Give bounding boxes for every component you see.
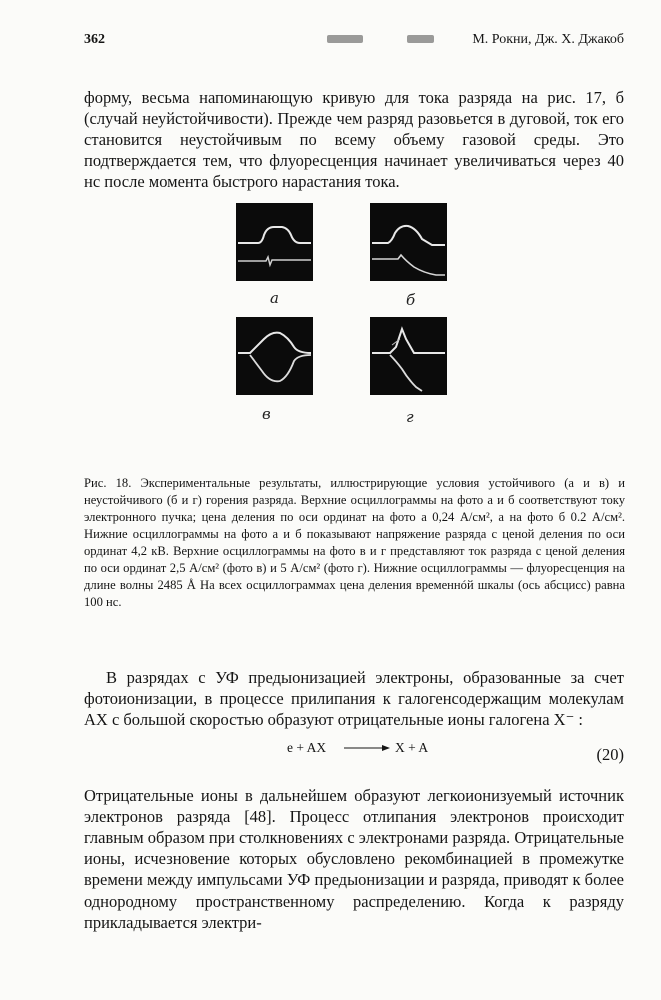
oscillogram-label-g: г <box>406 408 414 426</box>
equation-left-side: e + AX <box>287 740 327 755</box>
illegible-header-mark <box>407 35 434 43</box>
oscillogram-a-traces <box>236 203 313 281</box>
paragraph-negative-ions: Отрицательные ионы в дальнейшем образуют легкоионизуемый источник электронов разряда [48]. Процесс отлипания электронов происходит главным образом при столкновениях с электронами разряда. Отрицательные ионы, исчезновение которых обусловлено рекомбинацией в промежутке времени между импульсами УФ предыонизации и разряда, приводят к более однородному пространственному распределению. Когда к разряду прикладывается электри- <box>84 785 624 932</box>
oscillogram-label-a: а <box>270 289 279 307</box>
oscillogram-b <box>370 203 447 281</box>
page-header <box>84 32 624 54</box>
paragraph-uv-preionization: В разрядах с УФ предыонизацией электроны, образованные за счет фотоионизации, в процессе прилипания к галогенсодержащим молекулам АХ с большой скоростью образуют отрицательные ионы галогена Х⁻ : <box>84 667 624 729</box>
figure-18 <box>236 203 448 433</box>
equation-number: (20) <box>596 745 624 764</box>
equation-right-side: X + A <box>395 740 429 755</box>
oscillogram-label-v: в <box>262 405 271 423</box>
paragraph-top: форму, весьма напоминающую кривую для тока разряда на рис. 17, б (случай неуйстойчивости). Прежде чем разряд разовьется в дуговой, ток его становится неустойчивым по всему объему газовой среды. Это подтверждается тем, что флуоресценция начинает увеличиваться через 40 нс после момента быстрого нарастания тока. <box>84 87 624 192</box>
running-head-authors: М. Рокни, Дж. Х. Джакоб <box>472 32 624 47</box>
reaction-arrow-icon <box>342 742 392 754</box>
oscillogram-g-traces <box>370 317 447 395</box>
oscillogram-a <box>236 203 313 281</box>
figure-caption: Рис. 18. Экспериментальные результаты, иллюстрирующие условия устойчивого (а и в) и неустойчивого (б и г) горения разряда. Верхние осциллограммы на фото а и б соответствуют току электронного пучка; цена деления по оси ординат на фото а 0,24 А/см², а на фото б 0.2 А/см². Нижние осциллограммы на фото а и б показывают напряжение разряда с ценой деления по оси ординат 4,2 кВ. Верхние осциллограммы на фото в и г представляют ток разряда с ценой деления по оси ординат 2,5 А/см² (фото в) и 5 А/см² (фото г). Нижние осциллограммы — флуоресценция на длине волны 2485 Å На всех осциллограммах цена деления временнóй шкалы (ось абсцисс) равна 100 нс. <box>84 475 625 609</box>
oscillogram-g <box>370 317 447 395</box>
illegible-header-mark <box>327 35 363 43</box>
oscillogram-v-traces <box>236 317 313 395</box>
oscillogram-v <box>236 317 313 395</box>
oscillogram-b-traces <box>370 203 447 281</box>
oscillogram-label-b: б <box>406 291 416 309</box>
equation-20 <box>84 737 624 763</box>
page-number: 362 <box>84 32 105 47</box>
